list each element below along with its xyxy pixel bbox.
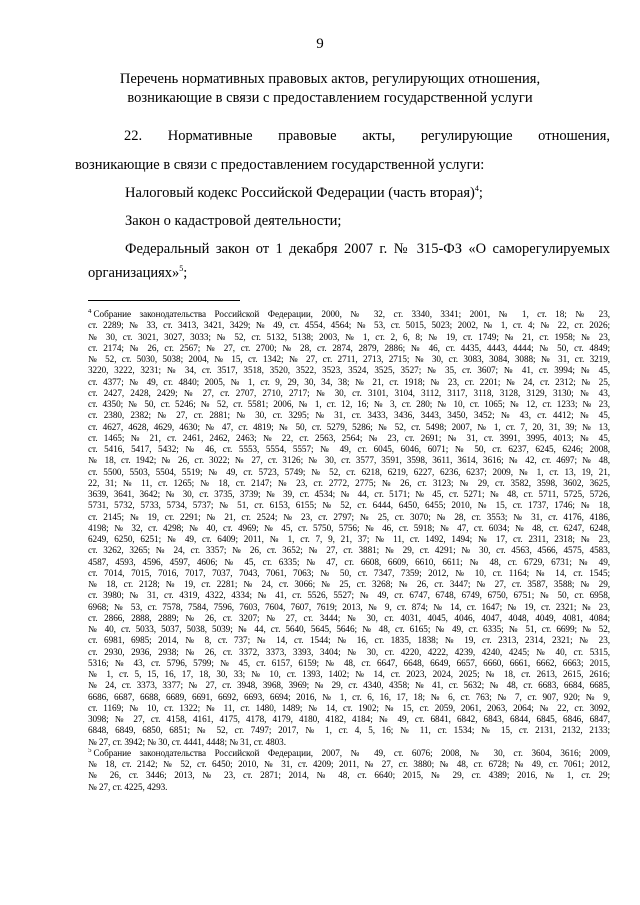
footnotes	[88, 309, 610, 793]
footnote-text: ст. 4350; № 50, ст. 5246; № 52, ст. 5581; 2006, № 1, ст. 12, 16; № 3, ст. 280; № 10, ст. 1065; № 12, ст. 1233; № 23,	[88, 399, 610, 409]
footnote-line	[88, 647, 610, 658]
item-22-paragraph	[88, 128, 610, 145]
footnote-text: ст. 2380, 2382; № 27, ст. 2881; № 30, ст. 3295; № 31, ст. 3433, 3436, 3443, 3450, 3452; № 43, ст. 4412; № 45,	[88, 410, 610, 421]
footnote-text: ст. 2866, 2888, 2889; № 26, ст. 3207; № 27, ст. 3444; № 30, ст. 4031, 4045, 4046, 4047, 4048, 4049, 4081, 4084;	[88, 612, 610, 623]
footnote-text: ст. 4377; № 49, ст. 4840; 2005, № 1, ст. 9, 29, 30, 34, 38; № 21, ст. 1918; № 23, ст. 2201; № 24, ст. 2312; № 25,	[88, 376, 610, 387]
footnote-text: 3639, 3641, 3642; № 30, ст. 3735, 3739; № 39, ст. 4534; № 44, ст. 5171; № 45, ст. 5271; № 48, ст. 5711, 5725, 5726,	[88, 489, 610, 499]
footnote-line	[88, 557, 610, 568]
footnote-line	[88, 388, 610, 399]
item-number: 22.	[124, 128, 143, 144]
footnote-line	[88, 624, 610, 635]
footnote-text: ст. 2289; № 33, ст. 3413, 3421, 3429; № 49, ст. 4554, 4564; № 53, ст. 5015, 5023; 2002, № 1, ст. 4; № 22, ст. 2026;	[88, 320, 610, 331]
footnote-line	[88, 748, 610, 759]
footnote-line	[88, 669, 610, 680]
list-item-cadastral-law: Закон о кадастровой деятельности;	[125, 213, 342, 229]
footnote-line	[88, 455, 610, 466]
footnote-line	[88, 613, 610, 624]
footnote-line	[88, 703, 610, 714]
footnote-line	[88, 759, 610, 770]
footnote-text: № 40, ст. 5033, 5037, 5038, 5039; № 44, ст. 5640, 5645, 5646; № 48, ст. 6165; № 49, ст. 6335; № 51, ст. 6699; № 52,	[88, 624, 610, 634]
footnote-line	[88, 602, 610, 613]
footnote-line	[88, 568, 610, 579]
section-heading	[70, 70, 590, 108]
footnote-text: № 18, ст. 2142; № 52, ст. 6450; 2010, № 31, ст. 4209; 2011, № 27, ст. 3880; № 48, ст. 6728; № 49, ст. 7061; 2012,	[88, 759, 610, 769]
heading-line-1: Перечень нормативных правовых актов, регулирующих отношения,	[119, 71, 541, 87]
footnote-line	[88, 658, 610, 669]
footnote-text: № 18, ст. 2128; № 19, ст. 2281; № 24, ст. 3066; № 25, ст. 3268; № 26, ст. 3447; № 27, ст. 3587, 3588; № 29,	[88, 579, 610, 589]
footnote-text: 6968; № 53, ст. 7578, 7584, 7596, 7603, 7604, 7607, 7619; 2013, № 9, ст. 874; № 14, ст. 1647; № 19, ст. 2321; № 23,	[88, 601, 610, 612]
fed-law-text-1: Федеральный закон от 1 декабря 2007 г. № 315-ФЗ «О саморегулируемых	[125, 241, 610, 257]
footnote-text: ст. 4627, 4628, 4629, 4630; № 47, ст. 4819; № 50, ст. 5279, 5286; № 52, ст. 5498; 2007, № 1, ст. 7, 20, 31, 39; № 13,	[88, 421, 610, 432]
list-item-tax-code	[125, 185, 640, 202]
list-item-fed-law-line-2	[88, 265, 610, 282]
footnote-line	[88, 725, 610, 736]
item-word: акты,	[362, 128, 396, 144]
fed-law-end: ;	[183, 265, 188, 281]
footnote-line	[88, 512, 610, 523]
footnote-line	[88, 467, 610, 478]
footnote-text: 5316; № 43, ст. 5796, 5799; № 45, ст. 6157, 6159; № 48, ст. 6647, 6648, 6649, 6657, 6660, 6661, 6662, 6663; 2015,	[88, 657, 610, 668]
footnote-text: 5731, 5732, 5733, 5734, 5737; № 51, ст. 6153, 6155; № 52, ст. 6444, 6450, 6455; 2010, № 15, ст. 1737, 1746; № 18,	[88, 500, 610, 511]
item-word: правовые	[278, 128, 337, 144]
footnote-marker: 5	[88, 747, 92, 754]
footnote-line	[88, 714, 610, 725]
footnote-line	[88, 770, 610, 781]
footnote-text: 3098; № 27, ст. 4158, 4161, 4175, 4178, 4179, 4180, 4182, 4184; № 49, ст. 6841, 6842, 6843, 6844, 6845, 6846, 6847,	[88, 714, 610, 724]
footnote-text: Собрание законодательства Российской Федерации, 2007, № 49, ст. 6076; 2008, № 30, ст. 3604, 3616; 2009,	[93, 747, 610, 758]
footnote-line	[88, 377, 610, 388]
footnote-line	[88, 534, 610, 545]
footnote-text: ст. 7014, 7015, 7016, 7017, 7037, 7043, 7061, 7063; № 50, ст. 7347, 7359; 2012, № 10, ст. 1164; № 14, ст. 1545;	[88, 567, 610, 578]
footnote-text: № 26, ст. 3446; 2013, № 23, ст. 2871; 2014, № 48, ст. 6640; 2015, № 29, ст. 4389; 2016, № 1, ст. 29;	[88, 770, 610, 781]
footnote-line	[88, 523, 610, 534]
footnote-text: ст. 6981, 6985; 2014, № 8, ст. 737; № 14, ст. 1544; № 16, ст. 1835, 1838; № 19, ст. 2313, 2314, 2321; № 23,	[88, 635, 610, 646]
footnote-line	[88, 590, 610, 601]
footnote-ref-4: 4	[474, 184, 479, 194]
footnote-text: 6686, 6687, 6688, 6689, 6691, 6692, 6693, 6694; 2016, № 1, ст. 6, 16, 17, 18; № 6, ст. 763; № 7, ст. 907, 920; № 9,	[88, 691, 610, 702]
footnote-text: ст. 2145; № 19, ст. 2291; № 21, ст. 2524; № 23, ст. 2797; № 25, ст. 3070; № 28, ст. 3553; № 31, ст. 4176, 4186,	[88, 511, 610, 522]
footnote-line	[88, 500, 610, 511]
item-22-line-2: возникающие в связи с предоставлением государственной услуги:	[75, 157, 485, 173]
footnote-line	[88, 343, 610, 354]
page-number: 9	[316, 36, 324, 52]
footnote-line	[88, 782, 610, 793]
footnote-ref-5: 5	[179, 264, 184, 274]
footnote-line	[88, 410, 610, 421]
footnote-text: ст. 2427, 2428, 2429; № 27, ст. 2707, 2710, 2717; № 30, ст. 3101, 3104, 3112, 3117, 3118, 3128, 3129, 3130; № 43,	[88, 387, 610, 398]
footnote-divider	[88, 300, 240, 301]
footnote-text: ст. 2930, 2936, 2938; № 26, ст. 3372, 3373, 3393, 3404; № 30, ст. 4220, 4222, 4239, 4240, 4245; № 40, ст. 5315,	[88, 646, 610, 657]
footnote-line	[88, 489, 610, 500]
footnote-text: 6249, 6250, 6251; № 49, ст. 6409; 2011, № 1, ст. 7, 9, 21, 37; № 11, ст. 1492, 1494; № 17, ст. 2311, 2318; № 23,	[88, 534, 610, 544]
tax-code-end: ;	[478, 185, 483, 201]
tax-code-text: Налоговый кодекс Российской Федерации (часть вторая)	[125, 185, 475, 201]
footnote-line	[88, 680, 610, 691]
footnote-text: № 18, ст. 1942; № 26, ст. 3022; № 27, ст. 3126; № 30, ст. 3577, 3591, 3598, 3611, 3614, 3616; № 42, ст. 4697; № 48,	[88, 455, 610, 466]
item-word: Нормативные	[167, 128, 253, 144]
footnote-marker: 4	[88, 309, 92, 315]
footnote-line	[88, 737, 610, 748]
footnote-line	[88, 309, 610, 320]
footnote-line	[88, 433, 610, 444]
footnote-text: 4198; № 32, ст. 4298; № 40, ст. 4969; № 45, ст. 5750, 5756; № 46, ст. 5918; № 47, ст. 6034; № 48, ст. 6247, 6248,	[88, 522, 610, 533]
footnote-text: № 52, ст. 5030, 5038; 2004, № 15, ст. 1342; № 27, ст. 2711, 2713, 2715; № 30, ст. 3083, 3084, 3088; № 31, ст. 3219,	[88, 354, 610, 364]
footnote-text: № 30, ст. 3021, 3027, 3033; № 52, ст. 5132, 5138; 2003, № 1, ст. 2, 6, 8; № 19, ст. 1749; № 21, ст. 1958; № 23,	[88, 331, 610, 342]
footnote-5	[88, 748, 610, 793]
footnote-line	[88, 332, 610, 343]
footnote-text: Собрание законодательства Российской Федерации, 2000, № 32, ст. 3340, 3341; 2001, № 1, ст. 18; № 23,	[93, 309, 610, 319]
footnote-line	[88, 635, 610, 646]
footnote-text: № 27, ст. 3942; № 30, ст. 4441, 4448; № 31, ст. 4803.	[88, 736, 286, 747]
footnote-text: 3220, 3222, 3231; № 34, ст. 3517, 3518, 3520, 3522, 3523, 3524, 3525, 3527; № 35, ст. 3607; № 41, ст. 3994; № 45,	[88, 365, 610, 376]
footnote-line	[88, 545, 610, 556]
footnote-line	[88, 579, 610, 590]
footnote-line	[88, 692, 610, 703]
footnote-text: ст. 5416, 5417, 5432; № 46, ст. 5553, 5554, 5557; № 49, ст. 6045, 6046, 6071; № 50, ст. 6237, 6245, 6246; 2008,	[88, 444, 610, 454]
footnote-line	[88, 478, 610, 489]
footnote-text: ст. 1465; № 21, ст. 2461, 2462, 2463; № 22, ст. 2563, 2564; № 23, ст. 2691; № 31, ст. 3991, 3995, 4013; № 45,	[88, 432, 610, 443]
footnote-line	[88, 422, 610, 433]
footnote-4	[88, 309, 610, 748]
footnote-line	[88, 444, 610, 455]
footnote-text: ст. 1169; № 10, ст. 1322; № 11, ст. 1480, 1489; № 14, ст. 1902; № 15, ст. 2059, 2061, 2063, 2064; № 22, ст. 3092,	[88, 702, 610, 713]
footnote-text: ст. 5500, 5503, 5504, 5519; № 49, ст. 5723, 5749; № 52, ст. 6218, 6219, 6227, 6236, 6237; 2009, № 1, ст. 13, 19, 21,	[88, 466, 610, 477]
item-word: отношения,	[538, 128, 610, 144]
footnote-text: 22, 31; № 11, ст. 1265; № 18, ст. 2147; № 23, ст. 2772, 2775; № 26, ст. 3123; № 29, ст. 3582, 3598, 3602, 3625,	[88, 477, 610, 488]
item-word: регулирующие	[420, 128, 513, 144]
footnote-text: № 24, ст. 3373, 3377; № 27, ст. 3948, 3968, 3969; № 29, ст. 4340, 4358; № 41, ст. 5632; № 48, ст. 6683, 6684, 6685,	[88, 680, 610, 691]
footnote-text: ст. 2174; № 26, ст. 2567; № 27, ст. 2700; № 28, ст. 2874, 2879, 2886; № 46, ст. 4435, 4443, 4444; № 50, ст. 4849;	[88, 342, 610, 353]
item-22-line-1	[88, 128, 610, 145]
footnote-text: № 1, ст. 5, 15, 16, 17, 18, 30, 33; № 10, ст. 1393, 1402; № 14, ст. 2023, 2024, 2025; № 18, ст. 2613, 2615, 2616;	[88, 669, 610, 679]
footnote-line	[88, 365, 610, 376]
footnote-line	[88, 399, 610, 410]
footnote-line	[88, 354, 610, 365]
list-item-fed-law-line-1	[125, 241, 610, 258]
footnote-text: ст. 3262, 3265; № 24, ст. 3357; № 26, ст. 3652; № 27, ст. 3881; № 29, ст. 4291; № 30, ст. 4563, 4566, 4575, 4583,	[88, 545, 610, 556]
heading-line-2: возникающие в связи с предоставлением государственной услуги	[127, 90, 533, 106]
fed-law-text-2: организациях»	[88, 265, 180, 281]
footnote-text: 6848, 6849, 6850, 6851; № 52, ст. 7497; 2017, № 1, ст. 4, 5, 16; № 11, ст. 1534; № 15, ст. 2131, 2132, 2133;	[88, 725, 610, 736]
footnote-text: 4587, 4593, 4596, 4597, 4606; № 45, ст. 6335; № 47, ст. 6608, 6609, 6610, 6611; № 48, ст. 6729, 6731; № 49,	[88, 556, 610, 567]
footnote-text: ст. 3980; № 31, ст. 4319, 4322, 4334; № 41, ст. 5526, 5527; № 49, ст. 6747, 6748, 6749, 6750, 6751; № 50, ст. 6958,	[88, 590, 610, 601]
footnote-text: № 27, ст. 4225, 4293.	[88, 781, 168, 792]
footnote-line	[88, 320, 610, 331]
